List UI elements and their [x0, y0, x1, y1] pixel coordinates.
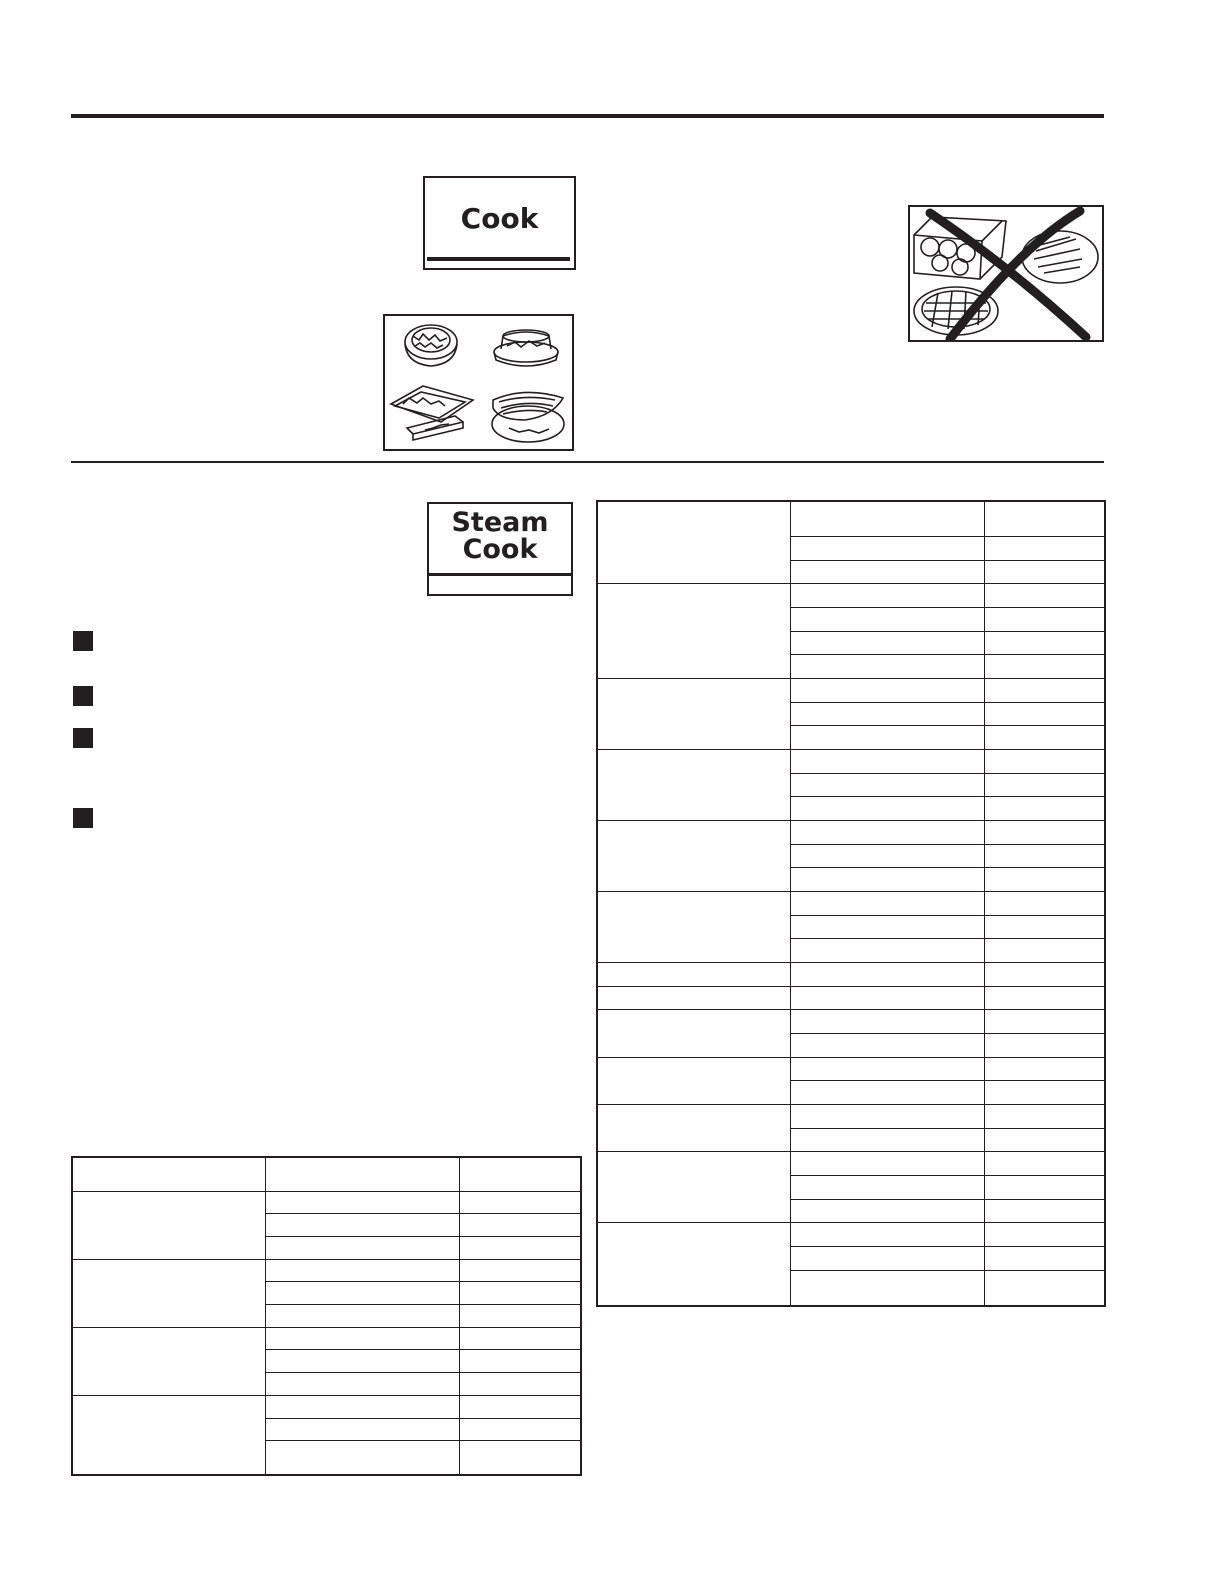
table-cell	[984, 868, 1105, 892]
table-cell	[790, 501, 984, 537]
table-header-cell	[265, 1157, 459, 1191]
table-cell	[790, 1081, 984, 1105]
table-cell	[984, 584, 1105, 608]
food-cell	[597, 892, 790, 963]
food-cell	[597, 501, 790, 584]
cook-key-label: Cook	[460, 202, 539, 235]
steam-cook-table-right	[596, 500, 1106, 1307]
table-cell	[790, 844, 984, 868]
food-cell	[72, 1191, 265, 1259]
table-cell	[459, 1236, 581, 1259]
table-header-row	[72, 1157, 581, 1191]
table-cell	[790, 1247, 984, 1271]
cook-key-bar	[427, 257, 570, 261]
table-cell	[984, 1247, 1105, 1271]
table-row	[72, 1259, 581, 1282]
crossed-out-foods-drawing	[910, 207, 1102, 340]
table-cell	[984, 726, 1105, 750]
table-cell	[984, 655, 1105, 679]
table-cell	[984, 631, 1105, 655]
table-header-cell	[459, 1157, 581, 1191]
table-cell	[984, 679, 1105, 703]
table-cell	[984, 892, 1105, 916]
table-cell	[265, 1395, 459, 1418]
table-cell	[459, 1418, 581, 1441]
table-cell	[265, 1236, 459, 1259]
food-cell	[597, 986, 790, 1010]
table-cell	[790, 868, 984, 892]
crossed-out-foods-icon	[908, 205, 1104, 342]
food-cell	[597, 1152, 790, 1223]
cook-key[interactable]	[423, 176, 576, 270]
table-cell	[984, 1105, 1105, 1129]
table-row	[597, 1010, 1105, 1034]
table-cell	[459, 1305, 581, 1328]
table-cell	[459, 1259, 581, 1282]
table-cell	[265, 1418, 459, 1441]
table-cell	[790, 537, 984, 561]
table-cell	[790, 1199, 984, 1223]
table-cell	[984, 986, 1105, 1010]
table-cell	[790, 631, 984, 655]
table-cell	[790, 915, 984, 939]
table-row	[597, 1152, 1105, 1176]
table-cell	[984, 537, 1105, 561]
table-cell	[790, 986, 984, 1010]
table-cell	[790, 655, 984, 679]
table-row	[597, 584, 1105, 608]
table-cell	[790, 750, 984, 774]
table-cell	[459, 1282, 581, 1305]
table-cell	[984, 1034, 1105, 1058]
table-cell	[984, 797, 1105, 821]
header-rule	[71, 114, 1104, 118]
table-cell	[459, 1214, 581, 1237]
food-cell	[72, 1395, 265, 1475]
table-cell	[790, 1010, 984, 1034]
table-row	[72, 1191, 581, 1214]
table-cell	[790, 726, 984, 750]
table-cell	[265, 1327, 459, 1350]
table-cell	[790, 1152, 984, 1176]
steam-cook-key-label-line1: Steam	[451, 507, 549, 538]
table-cell	[984, 1128, 1105, 1152]
table-cell	[984, 1199, 1105, 1223]
table-cell	[984, 608, 1105, 632]
table-cell	[984, 1010, 1105, 1034]
table-row	[597, 821, 1105, 845]
table-row	[597, 501, 1105, 537]
table-row	[597, 750, 1105, 774]
table-cell	[790, 608, 984, 632]
table-cell	[459, 1373, 581, 1396]
table-cell	[984, 915, 1105, 939]
table-row	[597, 1057, 1105, 1081]
table-cell	[790, 797, 984, 821]
step-marker-2	[73, 686, 93, 706]
table-cell	[265, 1191, 459, 1214]
table-cell	[984, 939, 1105, 963]
step-marker-3	[73, 728, 93, 748]
table-cell	[984, 560, 1105, 584]
food-cell	[597, 1010, 790, 1057]
table-header-cell	[72, 1157, 265, 1191]
food-cell	[597, 1105, 790, 1152]
table-cell	[984, 501, 1105, 537]
table-cell	[790, 1105, 984, 1129]
table-cell	[265, 1441, 459, 1475]
table-cell	[459, 1327, 581, 1350]
table-cell	[984, 844, 1105, 868]
food-cell	[597, 584, 790, 679]
table-cell	[265, 1259, 459, 1282]
table-row	[597, 1223, 1105, 1247]
table-cell	[984, 702, 1105, 726]
table-cell	[790, 560, 984, 584]
table-cell	[984, 1152, 1105, 1176]
table-cell	[459, 1395, 581, 1418]
food-cell	[597, 1057, 790, 1104]
table-cell	[984, 963, 1105, 987]
covered-dishes-drawing	[385, 316, 572, 449]
table-cell	[459, 1191, 581, 1214]
table-cell	[790, 1176, 984, 1200]
table-row	[597, 892, 1105, 916]
table-cell	[984, 1270, 1105, 1306]
table-cell	[984, 1176, 1105, 1200]
table-cell	[984, 1223, 1105, 1247]
table-cell	[790, 939, 984, 963]
table-cell	[459, 1441, 581, 1475]
food-cell	[597, 1223, 790, 1306]
steam-cook-key[interactable]	[427, 502, 573, 596]
table-cell	[265, 1373, 459, 1396]
table-cell	[790, 892, 984, 916]
table-cell	[265, 1282, 459, 1305]
step-marker-4	[73, 808, 93, 828]
table-cell	[984, 750, 1105, 774]
table-cell	[790, 963, 984, 987]
food-cell	[597, 963, 790, 987]
section-divider	[71, 461, 1104, 463]
table-row	[72, 1327, 581, 1350]
table-row	[597, 986, 1105, 1010]
table-row	[597, 963, 1105, 987]
table-cell	[790, 1034, 984, 1058]
table-cell	[790, 1057, 984, 1081]
table-cell	[265, 1350, 459, 1373]
table-cell	[984, 773, 1105, 797]
steam-cook-key-bar	[429, 573, 571, 576]
table-cell	[984, 1057, 1105, 1081]
food-cell	[597, 821, 790, 892]
food-cell	[597, 679, 790, 750]
food-cell	[597, 750, 790, 821]
covered-dishes-icon	[383, 314, 574, 451]
table-cell	[790, 702, 984, 726]
table-cell	[984, 821, 1105, 845]
table-cell	[790, 584, 984, 608]
food-cell	[72, 1259, 265, 1327]
table-cell	[790, 679, 984, 703]
table-cell	[265, 1214, 459, 1237]
table-cell	[984, 1081, 1105, 1105]
food-cell	[72, 1327, 265, 1395]
table-cell	[790, 1223, 984, 1247]
table-row	[597, 679, 1105, 703]
table-cell	[265, 1305, 459, 1328]
table-cell	[459, 1350, 581, 1373]
table-cell	[790, 1270, 984, 1306]
table-row	[72, 1395, 581, 1418]
table-cell	[790, 773, 984, 797]
table-row	[597, 1105, 1105, 1129]
steam-cook-table-left	[71, 1156, 582, 1476]
table-cell	[790, 1128, 984, 1152]
steam-cook-key-label-line2: Cook	[462, 534, 538, 565]
step-marker-1	[73, 631, 93, 651]
table-cell	[790, 821, 984, 845]
